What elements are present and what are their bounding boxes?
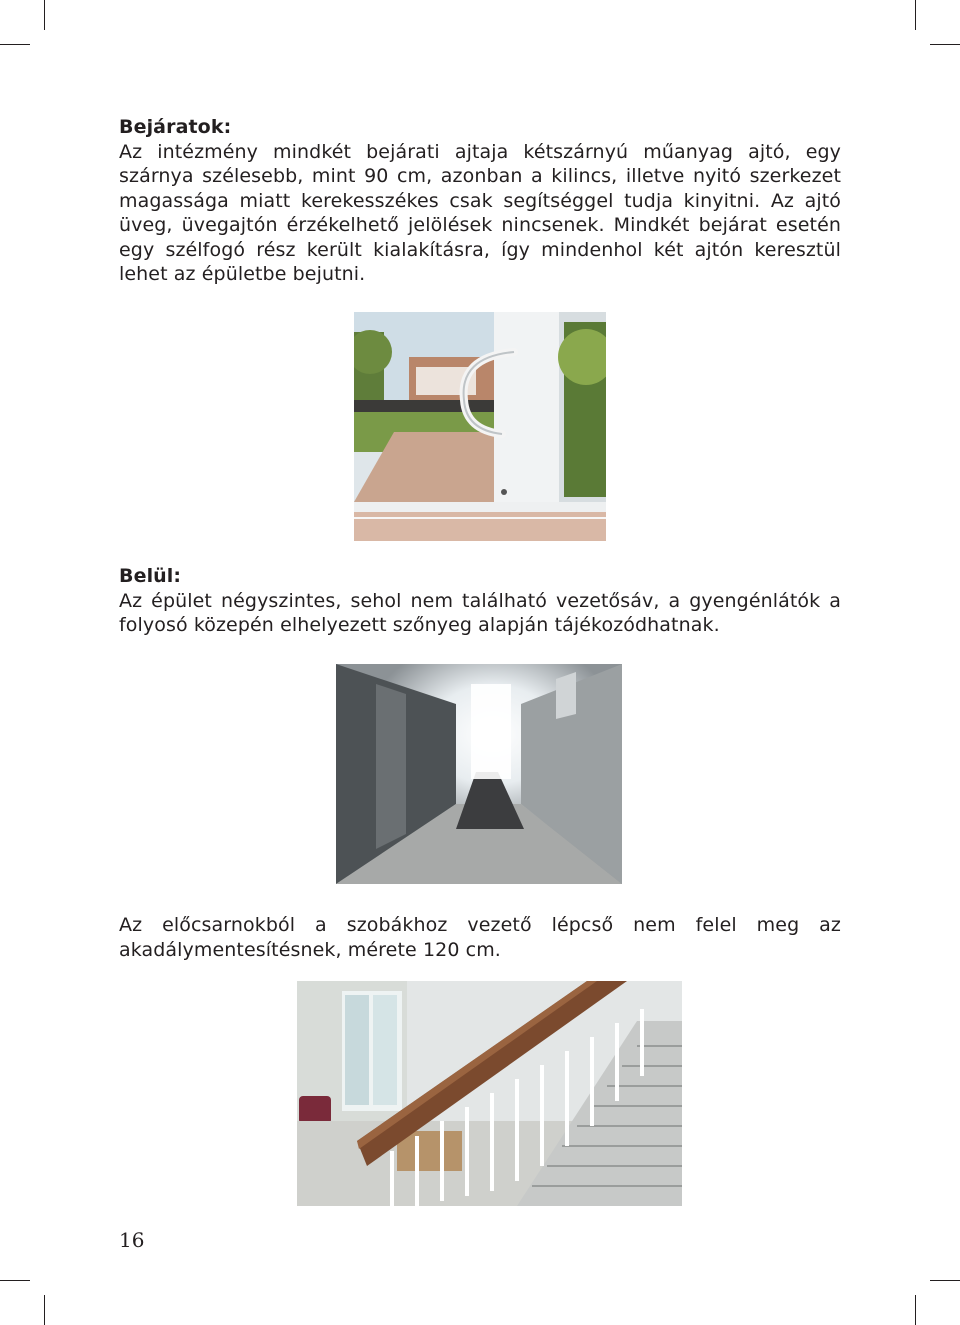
inside-paragraph: Az épület négyszintes, sehol nem található vezetősáv, a gyengénlátók a folyosó közepén elhelyezett szőnyeg alapján tájékozódhatnak. bbox=[119, 589, 841, 636]
entrance-door-photo bbox=[354, 312, 606, 541]
page-number: 16 bbox=[119, 1228, 145, 1252]
crop-mark bbox=[915, 0, 916, 30]
crop-mark bbox=[0, 44, 30, 45]
stairs-section bbox=[119, 913, 841, 962]
crop-mark bbox=[915, 1295, 916, 1325]
stairs-paragraph: Az előcsarnokból a szobákhoz vezető lépcső nem felel meg az akadálymentesítésnek, mérete 120 cm. bbox=[119, 914, 841, 961]
entrances-heading: Bejáratok: bbox=[119, 116, 232, 138]
inside-heading: Belül: bbox=[119, 565, 182, 587]
corridor-photo bbox=[336, 664, 622, 884]
staircase-photo bbox=[297, 981, 682, 1206]
entrances-section bbox=[119, 115, 841, 287]
crop-mark bbox=[0, 1280, 30, 1281]
crop-mark bbox=[44, 0, 45, 30]
crop-mark bbox=[930, 1280, 960, 1281]
crop-mark bbox=[44, 1295, 45, 1325]
inside-section bbox=[119, 564, 841, 638]
entrances-paragraph: Az intézmény mindkét bejárati ajtaja kétszárnyú műanyag ajtó, egy szárnya szélesebb, mint 90 cm, azonban a kilincs, illetve nyitó szerkezet magassága miatt kerekesszékes csak segítséggel tudja kinyitni. Az ajtó üveg, üvegajtón érzékelhető jelölések nincsenek. Mindkét bejárat esetén egy szélfogó rész került kialakításra, így mindenhol két ajtón keresztül lehet az épületbe bejutni. bbox=[119, 140, 841, 285]
crop-mark bbox=[930, 44, 960, 45]
